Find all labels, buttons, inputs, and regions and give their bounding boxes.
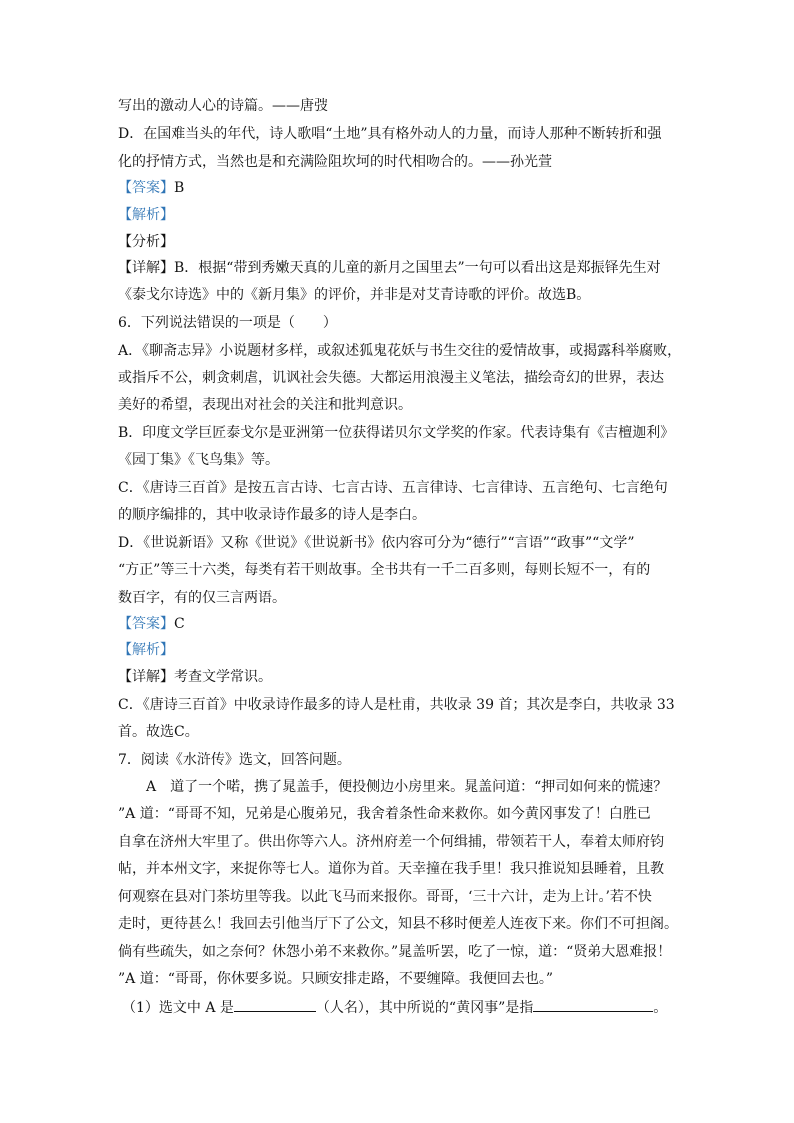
text-line: 帖，并本州文字，来捉你等七人。道你为首。天幸撞在我手里！我只推说知县睡着，且教	[118, 861, 664, 877]
text-line: 写出的激动人心的诗篇。——唐弢	[118, 98, 328, 114]
detail-tag: 【详解】	[118, 669, 174, 685]
text-line: 数百字，有的仅三言两语。	[118, 590, 286, 606]
detail-tag: 【详解】	[118, 260, 174, 276]
text-line: ”A 道：“哥哥，你休要多说。只顾安排走路，不要缠障。我便回去也。”	[118, 971, 554, 987]
question-6: 6．下列说法错误的一项是（ ）	[118, 315, 337, 331]
text-line: 首。故选C。	[118, 724, 199, 740]
sub-question-1	[122, 997, 667, 1018]
text-line: 化的抒情方式，当然也是和充满险阻坎坷的时代相吻合的。——孙光萱	[118, 154, 552, 170]
text-line: 《园丁集》《飞鸟集》等。	[118, 452, 279, 468]
answer-blank-2[interactable]	[533, 997, 653, 1012]
text-line: 走时，更待甚么！我回去引他当厅下了公文，知县不移时便差人连夜下来。你们不可担阁。	[118, 916, 678, 932]
text-line: 或指斥不公，刺贪刺虐，讥讽社会失德。大都运用浪漫主义笔法，描绘奇幻的世界，表达	[118, 370, 664, 386]
fenxi-line	[118, 232, 174, 252]
sub-question-middle: （人名），其中所说的“黄冈事”是指	[315, 1000, 534, 1016]
text-line: A 道了一个喏，携了晁盖手，便投侧边小房里来。晁盖问道：“押司如何来的慌速？	[146, 779, 668, 795]
text-line: D．《世说新语》又称《世说》《世说新书》依内容可分为“德行”“言语”“政事”“文学”	[118, 535, 635, 551]
analysis-tag: 【解析】	[118, 642, 174, 658]
text-line: 自拿在济州大牢里了。供出你等六人。济州府差一个何缉捕，带领若干人，奉着太师府钧	[118, 834, 664, 850]
text-line: 美好的希望，表现出对社会的关注和批判意识。	[118, 397, 412, 413]
text-line: C．《唐诗三百首》中收录诗作最多的诗人是杜甫，共收录 39 首；其次是李白，共收录 33	[118, 697, 675, 713]
detail-line	[118, 258, 661, 278]
detail-line	[118, 667, 272, 687]
text-line: D．在国难当头的年代，诗人歌唱“土地”具有格外动人的力量，而诗人那种不断转折和强	[118, 126, 662, 142]
answer-value: C	[174, 616, 185, 632]
text-line: B．印度文学巨匠泰戈尔是亚洲第一位获得诺贝尔文学奖的作家。代表诗集有《吉檀迦利》	[118, 425, 675, 441]
detail-text: 考查文学常识。	[174, 669, 272, 685]
sub-question-end: 。	[653, 1000, 668, 1016]
text-line: 何观察在县对门茶坊里等我。以此飞马而来报你。哥哥，‘三十六计，走为上计。’若不快	[118, 889, 652, 905]
question-7: 7．阅读《水浒传》选文，回答问题。	[118, 752, 351, 768]
text-line: 倘有些疏失，如之奈何？休怨小弟不来救你。”晁盖听罢，吃了一惊，道：“贤弟大恩难报！	[118, 944, 672, 960]
answer-line	[118, 178, 184, 198]
answer-tag: 【答案】	[118, 616, 174, 632]
answer-blank-1[interactable]	[234, 997, 316, 1012]
detail-text: B．根据“带到秀嫩天真的儿童的新月之国里去”一句可以看出这是郑振铎先生对	[174, 260, 661, 276]
answer-value: B	[174, 180, 185, 196]
answer-tag: 【答案】	[118, 180, 174, 196]
text-line: A．《聊斋志异》小说题材多样，或叙述狐鬼花妖与书生交往的爱情故事，或揭露科举腐败，	[118, 343, 682, 359]
text-line: 《泰戈尔诗选》中的《新月集》的评价，并非是对艾青诗歌的评价。故选B。	[118, 287, 591, 303]
analysis-line	[118, 640, 174, 660]
fenxi-tag: 【分析】	[118, 234, 174, 250]
answer-line	[118, 614, 185, 634]
sub-question-prefix: （1）选文中 A 是	[122, 1000, 234, 1016]
analysis-line	[118, 205, 174, 225]
analysis-tag: 【解析】	[118, 207, 174, 223]
text-line: “方正”等三十六类，每类有若干则故事。全书共有一千二百多则，每则长短不一，有的	[118, 562, 651, 578]
text-line: 的顺序编排的，其中收录诗作最多的诗人是李白。	[118, 507, 426, 523]
text-line: C．《唐诗三百首》是按五言古诗、七言古诗、五言律诗、七言律诗、五言绝句、七言绝句	[118, 480, 668, 496]
text-line: ”A 道：“哥哥不知，兄弟是心腹弟兄，我舍着条性命来救你。如今黄冈事发了！白胜已	[118, 806, 651, 822]
